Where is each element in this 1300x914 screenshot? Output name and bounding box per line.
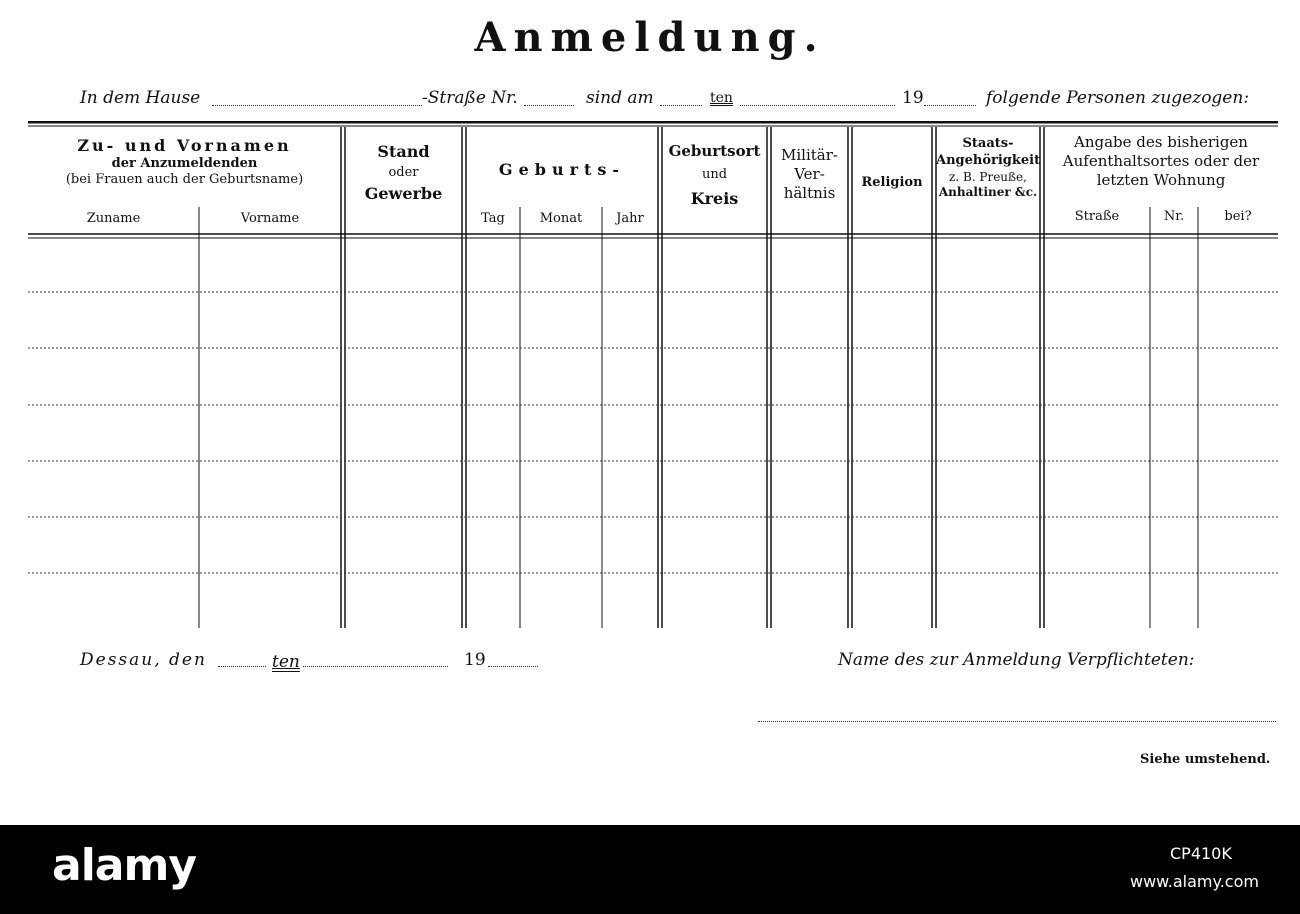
header-staats-line4: Anhaltiner &c. (938, 185, 1038, 200)
footer-ten: ten (272, 652, 300, 672)
footer-field-month[interactable] (303, 665, 448, 667)
header-zuname: Zuname (86, 211, 141, 226)
header-jahr: Jahr (616, 211, 644, 226)
registration-table (28, 121, 1278, 628)
header-angabe-line3: letzten Wohnung (1096, 170, 1226, 189)
intro-in-dem-hause: In dem Hause (80, 88, 201, 108)
header-names-line1: Zu- und Vornamen (77, 136, 292, 155)
field-day[interactable] (660, 104, 702, 106)
footer-field-year[interactable] (488, 665, 538, 667)
field-house[interactable] (212, 104, 422, 106)
site-url: www.alamy.com (1130, 872, 1259, 891)
header-bei: bei? (1224, 209, 1252, 224)
header-oder: oder (388, 165, 419, 180)
intro-sind-am: sind am (586, 88, 654, 108)
header-religion: Religion (861, 175, 923, 190)
header-staats-line3: z. B. Preuße, (949, 169, 1027, 184)
intro-year-prefix: 19 (902, 88, 924, 108)
intro-folgende: folgende Personen zugezogen: (986, 88, 1250, 108)
footer-name-label: Name des zur Anmeldung Verpflichteten: (838, 650, 1195, 670)
header-stand: Stand (377, 142, 430, 161)
intro-ten: ten (710, 90, 733, 106)
header-names-line2: der Anzumeldenden (111, 156, 258, 171)
stock-image-id: CP410K (1170, 844, 1232, 863)
header-staats-line2: Angehörigkeit (936, 152, 1041, 168)
header-tag: Tag (481, 211, 505, 226)
footer-field-day[interactable] (218, 665, 266, 667)
header-und: und (701, 166, 728, 182)
header-militaer-line1: Militär- (781, 146, 838, 164)
footer-dessau-den: Dessau, den (80, 650, 207, 670)
header-kreis: Kreis (690, 189, 739, 208)
footer-siehe-umstehend: Siehe umstehend. (1140, 752, 1271, 767)
header-militaer-line2: Ver- (794, 164, 825, 183)
form-title: Anmeldung. (474, 14, 826, 61)
field-house-number[interactable] (524, 104, 574, 106)
footer-year-prefix: 19 (464, 650, 486, 670)
header-names-line3: (bei Frauen auch der Geburtsname) (65, 172, 304, 188)
header-geburtsort: Geburtsort (668, 142, 761, 160)
header-angabe-line2: Aufenthaltsortes oder der (1062, 151, 1260, 170)
intro-strasse-nr: -Straße Nr. (422, 88, 518, 108)
header-nr: Nr. (1163, 209, 1185, 224)
header-staats-line1: Staats- (962, 136, 1014, 151)
field-year[interactable] (924, 104, 976, 106)
header-angabe-line1: Angabe des bisherigen (1074, 133, 1248, 151)
header-gewerbe: Gewerbe (364, 184, 443, 204)
field-month[interactable] (740, 104, 895, 106)
header-vorname: Vorname (240, 211, 300, 226)
header-strasse: Straße (1074, 209, 1120, 224)
brand-logo: alamy (52, 840, 196, 891)
header-monat: Monat (539, 211, 583, 226)
header-militaer-line3: hältnis (783, 183, 836, 202)
header-geburts: Geburts- (498, 160, 626, 179)
signature-field[interactable] (758, 720, 1276, 722)
